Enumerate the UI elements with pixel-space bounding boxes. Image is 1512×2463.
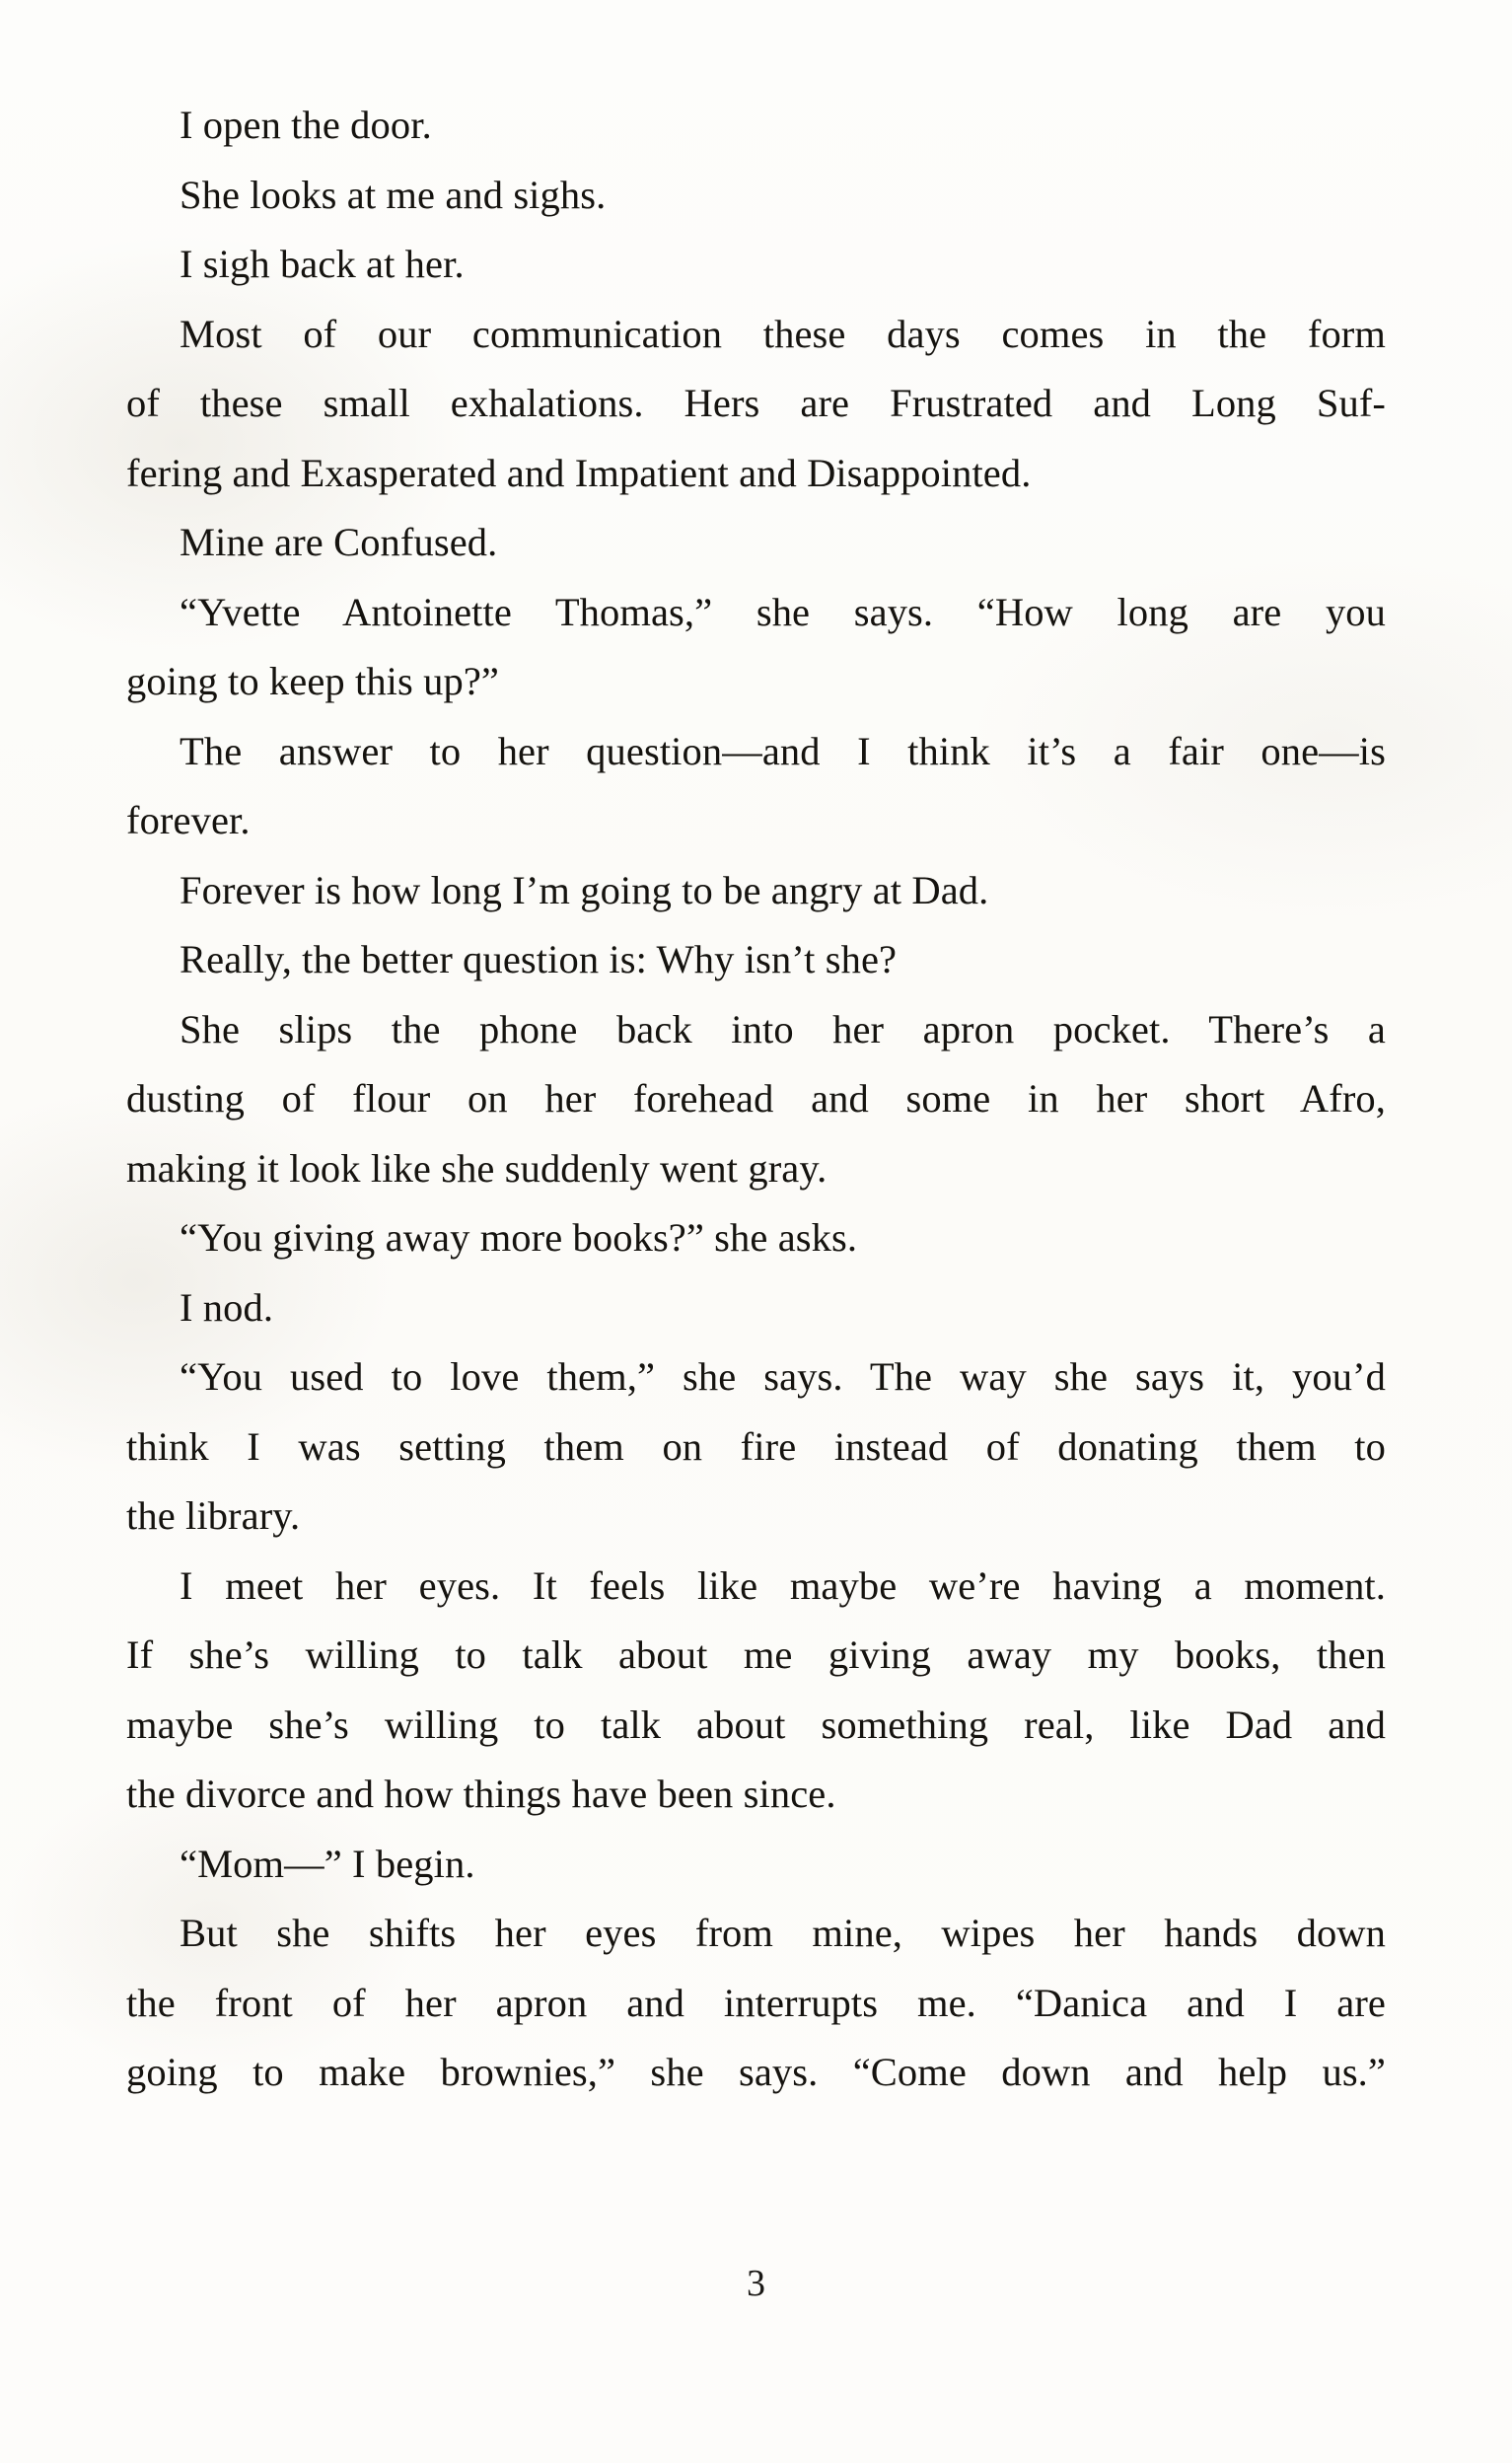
text-line: maybe she’s willing to talk about something real, like Dad and	[126, 1702, 1386, 1747]
text-line: If she’s willing to talk about me giving away my books, then	[126, 1632, 1386, 1677]
text-line: making it look like she suddenly went gray.	[126, 1145, 828, 1191]
text-line: the divorce and how things have been since.	[126, 1772, 836, 1816]
text-line: going to make brownies,” she says. “Come down and help us.”	[126, 2050, 1386, 2094]
text-line: going to keep this up?”	[126, 659, 499, 703]
text-line: “Mom—” I begin.	[180, 1841, 475, 1886]
text-line: Really, the better question is: Why isn’t she?	[180, 937, 898, 981]
text-line: Most of our communication these days comes in the form	[180, 311, 1386, 356]
text-line: She slips the phone back into her apron pocket. There’s a	[180, 1006, 1386, 1051]
text-line: Mine are Confused.	[180, 520, 498, 564]
text-line: Forever is how long I’m going to be angry at Dad.	[180, 867, 989, 912]
text-line: “You giving away more books?” she asks.	[180, 1215, 858, 1260]
text-line: the front of her apron and interrupts me. “Danica and I are	[126, 1980, 1386, 2025]
text-line: I open the door.	[180, 103, 432, 147]
text-line: “You used to love them,” she says. The way she says it, you’d	[180, 1354, 1386, 1399]
text-line: the library.	[126, 1493, 301, 1538]
text-line: I sigh back at her.	[180, 242, 465, 286]
text-line: forever.	[126, 798, 251, 842]
text-line: dusting of flour on her forehead and some in her short Afro,	[126, 1076, 1386, 1121]
text-line: “Yvette Antoinette Thomas,” she says. “How long are you	[180, 589, 1386, 634]
text-line: But she shifts her eyes from mine, wipes her hands down	[180, 1911, 1386, 1955]
text-line: fering and Exasperated and Impatient and Disappointed.	[126, 450, 1032, 495]
text-line: She looks at me and sighs.	[180, 172, 607, 217]
text-line: The answer to her question—and I think it’s a fair one—is	[180, 728, 1386, 773]
body-text	[126, 91, 1386, 2108]
text-line: think I was setting them on fire instead of donating them to	[126, 1423, 1386, 1469]
text-line: I meet her eyes. It feels like maybe we’re having a moment.	[180, 1562, 1386, 1608]
text-line: of these small exhalations. Hers are Frustrated and Long Suf-	[126, 381, 1386, 425]
text-line: I nod.	[180, 1284, 274, 1330]
page-number: 3	[747, 2263, 765, 2304]
